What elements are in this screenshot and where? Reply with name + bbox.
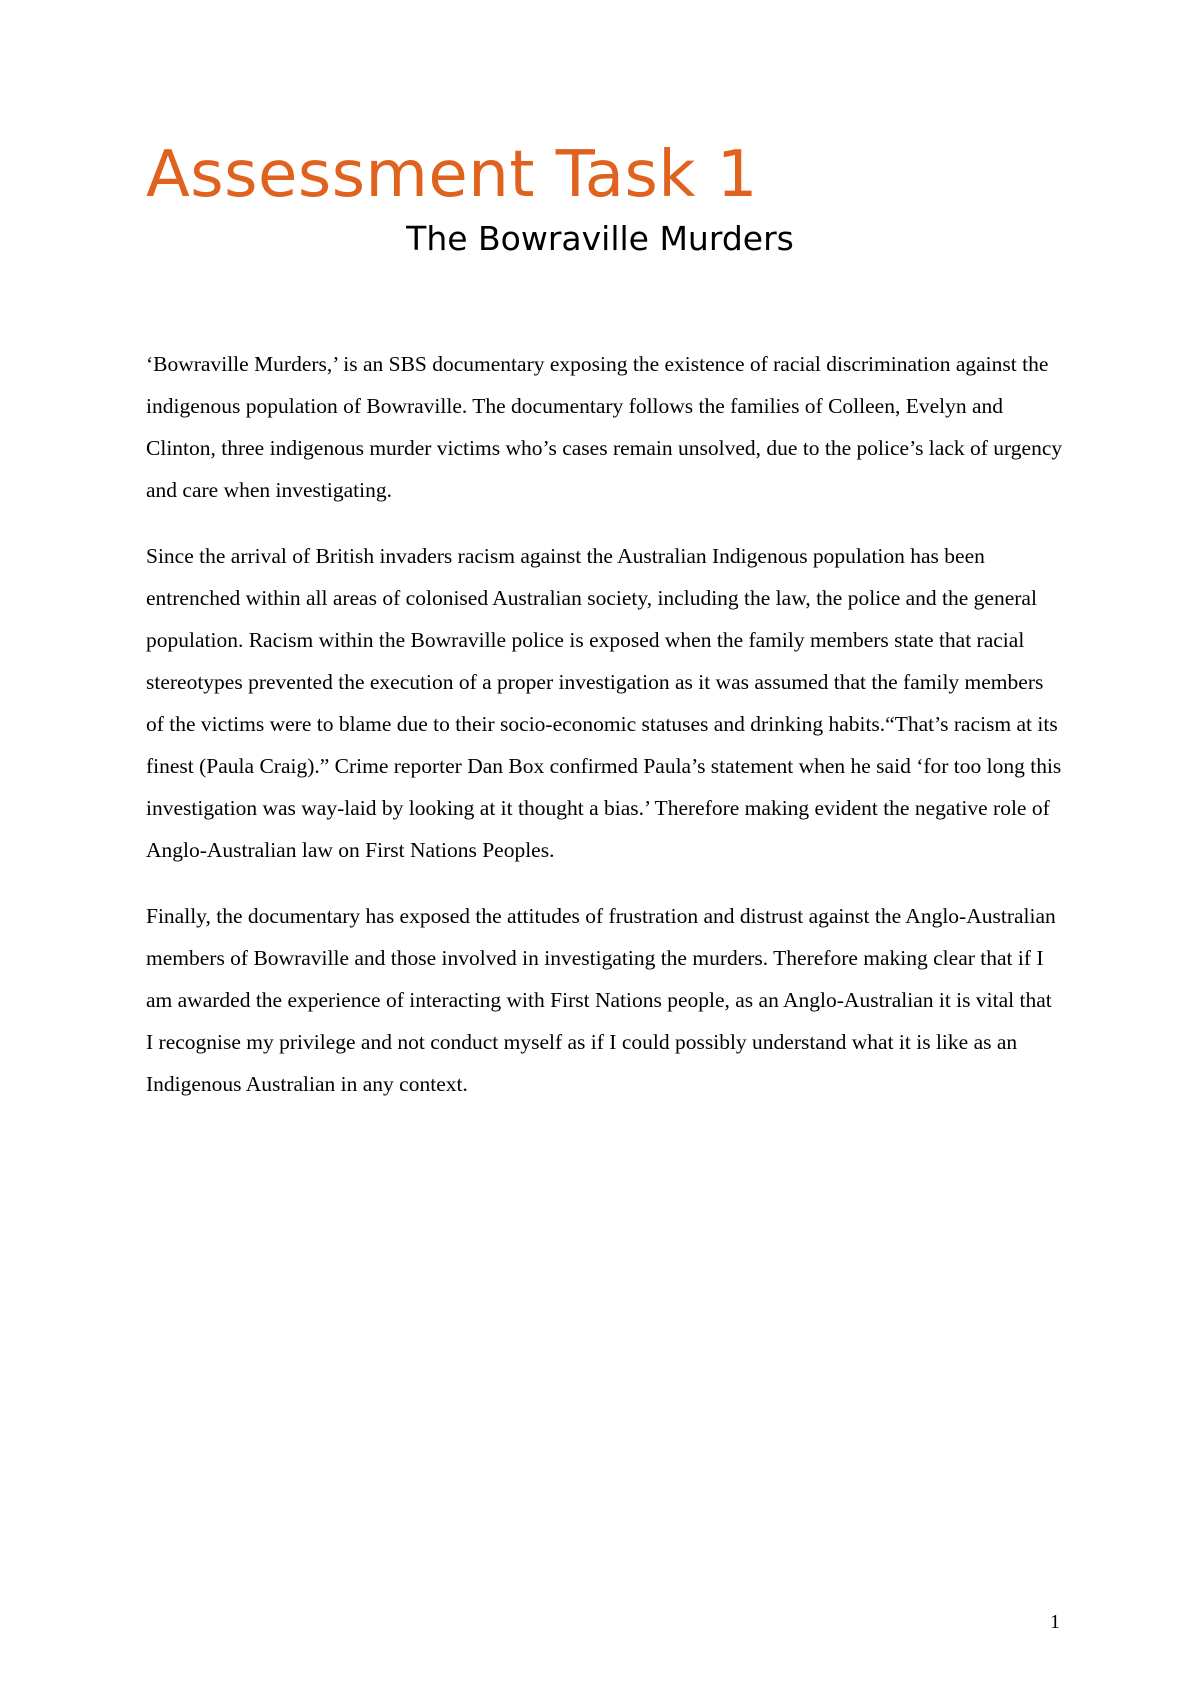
document-title: Assessment Task 1 <box>146 138 758 212</box>
document-subtitle: The Bowraville Murders <box>406 219 794 258</box>
body-paragraph: Since the arrival of British invaders racism against the Australian Indigenous population has been entrenched within all areas of colonised Australian society, including the law, the police and the general population. Racism within the Bowraville police is exposed when the family members state that racial stereotypes prevented the execution of a proper investigation as it was assumed that the family members of the victims were to blame due to their socio-economic statuses and drinking habits.“That’s racism at its finest (Paula Craig).” Crime reporter Dan Box confirmed Paula’s statement when he said ‘for too long this investigation was way-laid by looking at it thought a bias.’ Therefore making evident the negative role of Anglo-Australian law on First Nations Peoples. <box>146 544 1062 862</box>
document-body <box>146 343 1064 1129</box>
body-paragraph: Finally, the documentary has exposed the attitudes of frustration and distrust against the Anglo-Australian members of Bowraville and those involved in investigating the murders. Therefore making clear that if I am awarded the experience of interacting with First Nations people, as an Anglo-Australian it is vital that I recognise my privilege and not conduct myself as if I could possibly understand what it is like as an Indigenous Australian in any context. <box>146 904 1056 1096</box>
page-number: 1 <box>1050 1611 1060 1633</box>
body-paragraph: ‘Bowraville Murders,’ is an SBS documentary exposing the existence of racial discrimination against the indigenous population of Bowraville. The documentary follows the families of Colleen, Evelyn and Clinton, three indigenous murder victims who’s cases remain unsolved, due to the police’s lack of urgency and care when investigating. <box>146 352 1063 502</box>
